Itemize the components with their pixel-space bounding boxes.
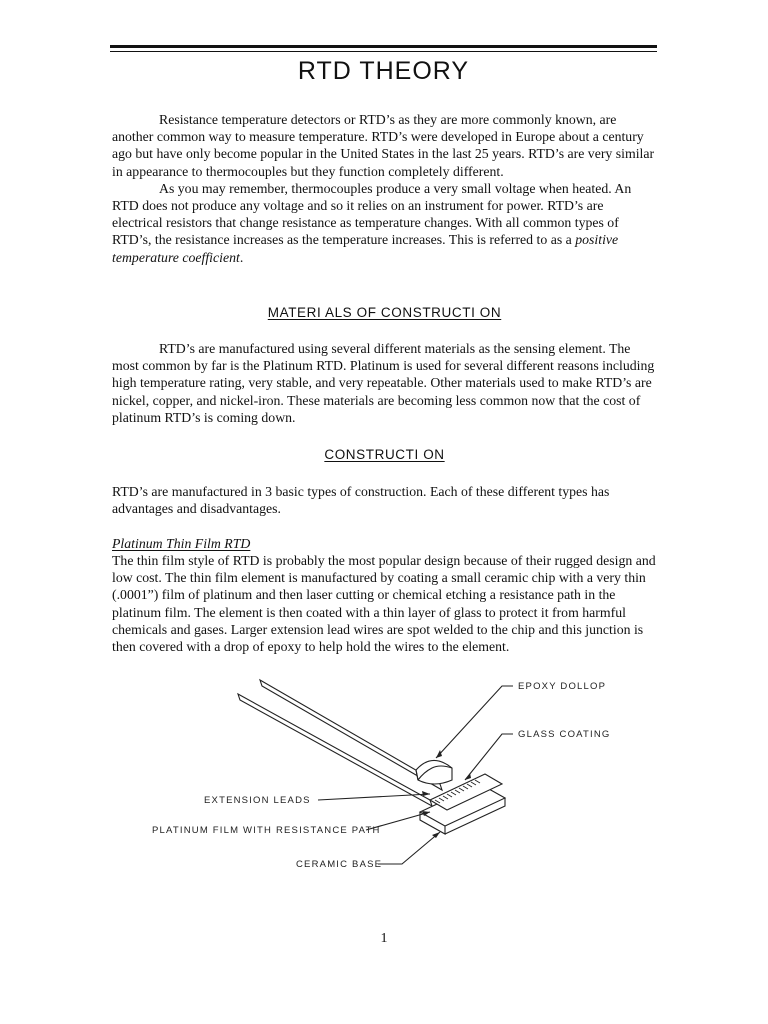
construction-paragraph: RTD’s are manufactured in 3 basic types of construction. Each of these different types has advantages and disadvantages. — [112, 484, 610, 517]
page-title: RTD THEORY — [297, 57, 470, 85]
top-rule-thin — [110, 51, 657, 52]
top-rule-thick — [110, 45, 657, 48]
intro-paragraph-1: Resistance temperature detectors or RTD’s as they are more commonly known, are another common way to measure temperature. RTD’s were developed in Europe about a century ago but have only become popular in the United States in the last 25 years. RTD’s are very similar in appearance to thermocouples but they function completely different. — [112, 112, 655, 179]
positive-coefficient-term: positive temperature coefficient — [112, 232, 619, 265]
label-platinum-film: PLATINUM FILM WITH RESISTANCE PATH — [152, 825, 381, 836]
thin-film-rtd-diagram — [140, 672, 640, 882]
materials-heading: MATERI ALS OF CONSTRUCTI ON — [267, 305, 502, 320]
label-extension-leads: EXTENSION LEADS — [204, 795, 311, 806]
thin-film-paragraph: The thin film style of RTD is probably the most popular design because of their rugged design and low cost. The thin film element is manufactured by coating a small ceramic chip with a very thin (.0001”) film of platinum and then laser cutting or chemical etching a resistance path in the platinum film. The element is then coated with a thin layer of glass to protect it from harmful chemicals and gases. Larger extension lead wires are spot welded to the chip and this junction is then covered with a drop of epoxy to help hold the wires to the element. — [112, 553, 656, 655]
construction-heading: CONSTRUCTI ON — [324, 447, 445, 462]
thin-film-heading: Platinum Thin Film RTD — [112, 536, 251, 551]
materials-section — [112, 340, 657, 426]
page-number: 1 — [380, 931, 388, 946]
label-glass-coating: GLASS COATING — [518, 729, 611, 740]
intro-paragraph-2: As you may remember, thermocouples produce a very small voltage when heated. An RTD does not produce any voltage and so it relies on an instrument for power. RTD’s are electrical resistors that change resistance as temperature changes. With all common types of RTD’s, the resistance increases as the temperature increases. This is referred to as a positive temperature coefficient. — [112, 180, 632, 265]
label-ceramic-base: CERAMIC BASE — [296, 859, 383, 870]
intro-section — [112, 111, 657, 266]
label-epoxy-dollop: EPOXY DOLLOP — [518, 681, 607, 692]
thin-film-section — [112, 552, 657, 655]
materials-paragraph: RTD’s are manufactured using several different materials as the sensing element. The most common by far is the Platinum RTD. Platinum is used for several different reasons including high temperature rating, very stable, and very repeatable. Other materials used to make RTD’s are nickel, copper, and nickel-iron. These materials are becoming less common now that the cost of platinum RTD’s is coming down. — [112, 341, 655, 425]
construction-intro — [112, 483, 657, 517]
